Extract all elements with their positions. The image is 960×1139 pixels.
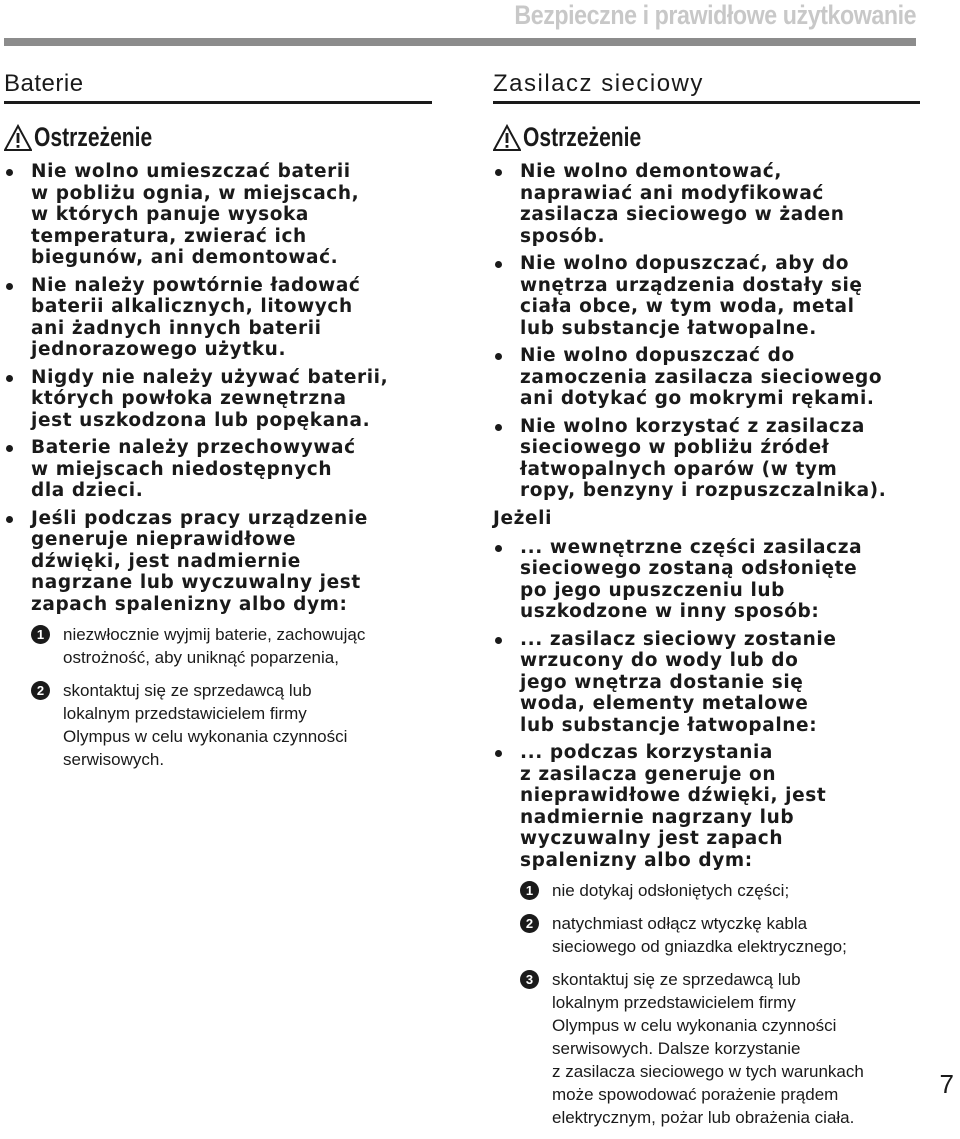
step-item [31, 679, 432, 771]
warning-triangle-icon [493, 124, 521, 152]
step-number-badge: 1 [31, 625, 50, 644]
step-item [520, 912, 920, 958]
list-item: Nie wolno umieszczać baterii w pobliżu ognia, w miejscach, w których panuje wysoka temperatura, zwierać ich biegunów, ani demontować. [4, 161, 432, 269]
page-number: 7 [939, 1069, 954, 1099]
step-number-badge: 2 [520, 914, 539, 933]
list-item: ... zasilacz sieciowy zostanie wrzucony do wody lub do jego wnętrza dostanie się woda, elementy metalowe lub substancje łatwopalne: [493, 629, 920, 737]
warning-label: Ostrzeżenie [34, 122, 153, 152]
list-item: Nie należy powtórnie ładować baterii alkalicznych, litowych ani żadnych innych baterii jednorazowego użytku. [4, 275, 432, 361]
adapter-steps [520, 879, 920, 1129]
list-item: Nie wolno dopuszczać do zamoczenia zasilacza sieciowego ani dotykać go mokrymi rękami. [493, 345, 920, 410]
step-item [31, 623, 432, 669]
right-column [493, 70, 920, 1139]
adapter-condition-list [493, 537, 920, 872]
adapter-warning-list [493, 161, 920, 502]
step-item [520, 879, 920, 902]
list-item: Nie wolno dopuszczać, aby do wnętrza urządzenia dostały się ciała obce, w tym woda, metal lub substancje łatwopalne. [493, 253, 920, 339]
if-subheading: Jeżeli [493, 507, 553, 529]
section-title-ac-adapter: Zasilacz sieciowy [493, 70, 920, 104]
warning-label: Ostrzeżenie [523, 122, 642, 152]
warning-heading [493, 122, 920, 153]
list-item: Nie wolno korzystać z zasilacza sieciowego w pobliżu źródeł łatwopalnych oparów (w tym ropy, benzyny i rozpuszczalnika). [493, 416, 920, 502]
list-item: Baterie należy przechowywać w miejscach niedostępnych dla dzieci. [4, 437, 432, 502]
step-text: natychmiast odłącz wtyczkę kabla sieciowego od gniazdka elektrycznego; [552, 914, 847, 956]
step-text: skontaktuj się ze sprzedawcą lub lokalnym przedstawicielem firmy Olympus w celu wykonania czynności serwisowych. [63, 681, 348, 769]
step-number-badge: 1 [520, 881, 539, 900]
warning-triangle-icon [4, 124, 32, 152]
section-title-batteries: Baterie [4, 70, 432, 104]
battery-steps [31, 623, 432, 771]
step-item [520, 968, 920, 1129]
battery-warning-list [4, 161, 432, 615]
list-item: ... wewnętrzne części zasilacza sieciowego zostaną odsłonięte po jego upuszczeniu lub uszkodzone w inny sposób: [493, 537, 920, 623]
step-number-badge: 2 [31, 681, 50, 700]
step-text: niezwłocznie wyjmij baterie, zachowując ostrożność, aby uniknąć poparzenia, [63, 625, 366, 667]
list-item: Nigdy nie należy używać baterii, których powłoka zewnętrzna jest uszkodzona lub popękana. [4, 367, 432, 432]
header-title: Bezpieczne i prawidłowe użytkowanie [514, 0, 916, 30]
warning-heading [4, 122, 432, 153]
step-text: nie dotykaj odsłoniętych części; [552, 881, 790, 900]
list-item: Nie wolno demontować, naprawiać ani modyfikować zasilacza sieciowego w żaden sposób. [493, 161, 920, 247]
left-column [4, 70, 432, 781]
header-rule [4, 38, 916, 46]
step-number-badge: 3 [520, 970, 539, 989]
list-item: Jeśli podczas pracy urządzenie generuje nieprawidłowe dźwięki, jest nadmiernie nagrzane lub wyczuwalny jest zapach spalenizny albo dym: [4, 508, 432, 616]
list-item: ... podczas korzystania z zasilacza generuje on nieprawidłowe dźwięki, jest nadmiernie nagrzany lub wyczuwalny jest zapach spalenizny albo dym: [493, 742, 920, 871]
step-text: skontaktuj się ze sprzedawcą lub lokalnym przedstawicielem firmy Olympus w celu wykonania czynności serwisowych. Dalsze korzystanie z zasilacza sieciowego w tych warunkach może spowodować porażenie prądem elektrycznym, pożar lub obrażenia ciała. [552, 970, 864, 1127]
